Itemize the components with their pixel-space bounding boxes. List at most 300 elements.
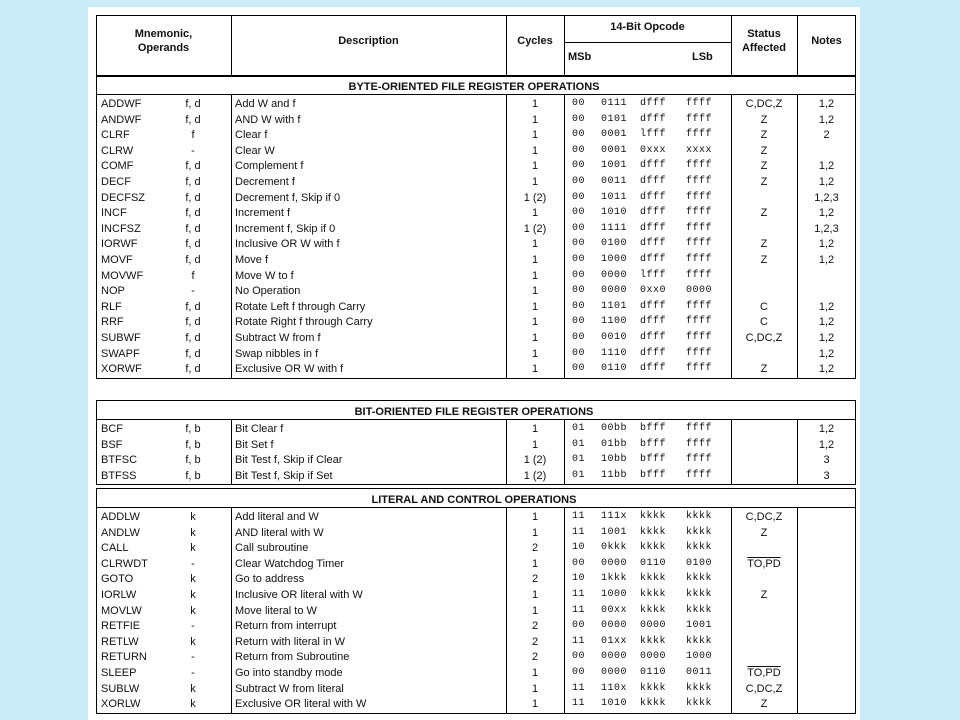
cell-mnemonic: BTFSS [101, 469, 137, 482]
cell-op3: dfff [640, 316, 667, 328]
cell-op1: 11 [572, 526, 586, 538]
cell-op4: ffff [686, 269, 713, 281]
table-row [88, 268, 860, 284]
status-overlined-text: TO,PD [747, 557, 781, 570]
cell-mnemonic: BSF [101, 438, 123, 451]
cell-description: Call subroutine [235, 542, 309, 555]
cell-cycles: 2 [531, 635, 539, 648]
section-title-box [96, 400, 856, 420]
header-mnemonic-operands [96, 27, 231, 55]
cell-cycles: 1 [531, 347, 539, 360]
cell-status: C,DC,Z [745, 682, 783, 695]
cell-op2: 0001 [601, 144, 628, 156]
cell-op2: 111x [601, 511, 628, 522]
header-msb: MSb [568, 51, 592, 63]
table-row [88, 127, 860, 143]
cell-notes: 1,2 [818, 347, 835, 360]
header-description: Description [338, 35, 399, 47]
table-row [88, 330, 860, 346]
cell-status: C,DC,Z [745, 332, 783, 344]
cell-op3: kkkk [640, 589, 667, 600]
cell-cycles: 1 [531, 332, 539, 344]
cell-cycles: 1 [531, 604, 539, 617]
cell-cycles: 1 [531, 363, 539, 376]
cell-op4: ffff [686, 191, 713, 203]
header-opcode: 14-Bit Opcode [610, 21, 685, 33]
cell-operands: f [191, 269, 195, 282]
cell-status: Z [760, 254, 768, 266]
table-row [88, 649, 860, 665]
table-row [88, 665, 860, 681]
cell-operands: f, d [185, 207, 201, 220]
cell-operands: k [190, 635, 196, 648]
cell-notes: 1,2 [818, 238, 835, 251]
cell-op4: ffff [686, 347, 713, 359]
cell-op3: bfff [640, 454, 667, 466]
cell-description: AND literal with W [235, 526, 324, 539]
table-row [88, 299, 860, 315]
cell-mnemonic: SUBWF [101, 332, 141, 344]
cell-cycles: 1 [531, 316, 539, 329]
header-affected: Affected [741, 42, 786, 54]
cell-op3: 0000 [640, 620, 667, 632]
cell-op1: 01 [572, 423, 586, 434]
cell-op1: 00 [572, 113, 586, 125]
cell-op4: 0100 [686, 557, 713, 569]
cell-operands: f, d [185, 176, 201, 188]
cell-op1: 00 [572, 238, 586, 250]
cell-op4: kkkk [686, 511, 713, 522]
cell-op4: kkkk [686, 604, 713, 616]
cell-mnemonic: MOVWF [101, 269, 144, 282]
cell-op4: ffff [686, 98, 713, 109]
cell-operands: - [191, 667, 195, 679]
cell-cycles: 1 [531, 176, 539, 188]
section-title-box [96, 75, 856, 95]
table-row [88, 509, 860, 525]
cell-op2: 0101 [601, 113, 628, 125]
cell-op4: kkkk [686, 542, 713, 554]
table-row [88, 96, 860, 112]
cell-op1: 00 [572, 98, 586, 109]
cell-op1: 00 [572, 144, 586, 156]
cell-description: Exclusive OR literal with W [235, 698, 367, 711]
cell-notes: 3 [823, 469, 830, 482]
header-notes: Notes [811, 35, 842, 47]
cell-op2: 0000 [601, 620, 628, 632]
cell-op4: xxxx [686, 144, 713, 156]
table-row [88, 190, 860, 206]
cell-description: Clear Watchdog Timer [235, 557, 345, 570]
table-row [88, 346, 860, 362]
cell-op4: ffff [686, 207, 713, 219]
status-overlined-text: TO,PD [747, 667, 781, 679]
cell-status: Z [760, 129, 768, 142]
cell-description: Increment f [235, 207, 291, 220]
cell-op1: 00 [572, 254, 586, 265]
table-row [88, 252, 860, 268]
cell-description: Go to address [235, 573, 305, 586]
cell-cycles: 1 [531, 667, 539, 679]
cell-cycles: 1 (2) [523, 222, 547, 235]
cell-op1: 10 [572, 573, 586, 585]
cell-op2: 1001 [601, 160, 628, 172]
cell-status: Z [760, 113, 768, 126]
cell-op1: 00 [572, 363, 586, 375]
cell-mnemonic: SUBLW [101, 682, 140, 695]
cell-op4: 0011 [686, 667, 713, 678]
table-row [88, 143, 860, 159]
cell-op2: 0011 [601, 176, 628, 187]
cell-op2: 0100 [601, 238, 628, 250]
table-row [88, 421, 860, 437]
cell-operands: f, d [185, 98, 201, 110]
cell-mnemonic: CLRW [101, 144, 134, 157]
cell-op1: 11 [572, 682, 586, 694]
cell-mnemonic: RETURN [101, 651, 147, 664]
cell-op4: ffff [686, 129, 713, 141]
table-row [88, 618, 860, 634]
cell-op1: 11 [572, 511, 586, 522]
cell-description: Move literal to W [235, 604, 317, 617]
cell-operands: f, d [185, 332, 201, 344]
cell-op1: 01 [572, 469, 586, 481]
cell-description: Inclusive OR literal with W [235, 589, 363, 601]
cell-operands: f, d [185, 300, 201, 313]
cell-op1: 00 [572, 269, 586, 281]
cell-op4: ffff [686, 222, 713, 234]
instruction-set-sheet [88, 7, 860, 720]
cell-op1: 11 [572, 589, 586, 600]
cell-description: Return from Subroutine [235, 651, 350, 664]
cell-operands: k [190, 542, 196, 555]
cell-cycles: 1 (2) [523, 454, 547, 467]
cell-description: No Operation [235, 285, 301, 298]
cell-op1: 00 [572, 620, 586, 632]
cell-operands: f, d [185, 316, 201, 329]
section-title: LITERAL AND CONTROL OPERATIONS [371, 494, 577, 506]
cell-op1: 00 [572, 557, 586, 569]
cell-op2: 1101 [601, 300, 628, 312]
cell-status: Z [760, 363, 768, 376]
cell-op2: 110x [601, 682, 628, 694]
cell-op3: kkkk [640, 604, 667, 616]
cell-notes: 1,2 [818, 438, 835, 451]
cell-description: Clear f [235, 129, 268, 142]
cell-op3: dfff [640, 191, 667, 203]
cell-op3: lfff [640, 269, 667, 281]
cell-op3: dfff [640, 300, 667, 312]
cell-op1: 01 [572, 454, 586, 466]
cell-op3: kkkk [640, 542, 667, 554]
cell-mnemonic: NOP [101, 285, 125, 298]
cell-mnemonic: ADDWF [101, 98, 142, 110]
cell-notes: 1,2 [818, 254, 835, 266]
cell-op4: ffff [686, 469, 713, 481]
cell-op2: 0001 [601, 129, 628, 141]
cell-mnemonic: INCF [101, 207, 127, 220]
cell-cycles: 1 [531, 285, 539, 298]
cell-mnemonic: INCFSZ [101, 222, 141, 235]
cell-cycles: 1 [531, 438, 539, 451]
cell-op2: 1kkk [601, 573, 628, 585]
cell-cycles: 1 [531, 113, 539, 126]
cell-description: Decrement f, Skip if 0 [235, 191, 341, 204]
cell-cycles: 2 [531, 620, 539, 633]
cell-description: Exclusive OR W with f [235, 363, 344, 376]
cell-op2: 1000 [601, 589, 628, 600]
header-cycles: Cycles [517, 35, 553, 47]
cell-op1: 00 [572, 129, 586, 141]
cell-cycles: 1 [531, 300, 539, 313]
cell-op1: 00 [572, 300, 586, 312]
cell-op4: kkkk [686, 635, 713, 647]
cell-mnemonic: COMF [101, 160, 134, 173]
cell-operands: f, d [185, 254, 201, 266]
cell-op3: lfff [640, 129, 667, 141]
cell-op3: dfff [640, 238, 667, 250]
cell-description: Subtract W from literal [235, 682, 344, 695]
table-row [88, 587, 860, 603]
cell-operands: k [190, 682, 196, 695]
cell-op2: 1110 [601, 347, 628, 359]
table-row [88, 603, 860, 619]
cell-op2: 0010 [601, 332, 628, 343]
cell-description: Bit Test f, Skip if Clear [235, 454, 343, 467]
cell-op1: 00 [572, 207, 586, 219]
cell-notes: 1,2 [818, 98, 835, 110]
cell-operands: f, d [185, 363, 201, 376]
cell-operands: k [190, 589, 196, 601]
cell-op2: 1010 [601, 207, 628, 219]
cell-op2: 00bb [601, 423, 628, 434]
cell-op3: 0xx0 [640, 285, 667, 297]
section-title-box [96, 488, 856, 508]
cell-op3: bfff [640, 438, 667, 450]
cell-mnemonic: GOTO [101, 573, 134, 586]
cell-status: Z [760, 144, 768, 157]
cell-notes: 3 [823, 454, 830, 467]
cell-op2: 1000 [601, 254, 628, 265]
cell-op2: 0000 [601, 285, 628, 297]
cell-op4: ffff [686, 332, 713, 343]
cell-notes: 1,2 [818, 160, 835, 173]
cell-mnemonic: RETFIE [101, 620, 141, 633]
table-row [88, 468, 860, 484]
cell-op1: 11 [572, 635, 586, 647]
table-row [88, 283, 860, 299]
table-row [88, 556, 860, 572]
cell-operands: k [190, 526, 196, 539]
cell-notes: 1,2 [818, 332, 835, 344]
table-row [88, 174, 860, 190]
cell-status: C [760, 316, 768, 329]
table-row [88, 437, 860, 453]
cell-cycles: 1 [531, 238, 539, 251]
cell-description: Return with literal in W [235, 635, 346, 648]
cell-op2: 11bb [601, 469, 628, 481]
cell-op3: dfff [640, 222, 667, 234]
cell-operands: f, d [185, 191, 201, 204]
cell-description: Move W to f [235, 269, 294, 282]
cell-op3: dfff [640, 98, 667, 109]
cell-mnemonic: ANDWF [101, 113, 142, 126]
table-row [88, 158, 860, 174]
cell-cycles: 1 [531, 423, 539, 435]
cell-mnemonic: DECF [101, 176, 131, 188]
cell-operands: f [191, 129, 195, 142]
cell-operands: - [191, 620, 195, 633]
cell-mnemonic: MOVLW [101, 604, 142, 617]
cell-op1: 10 [572, 542, 586, 554]
cell-operands: k [190, 604, 196, 617]
cell-op4: kkkk [686, 682, 713, 694]
cell-notes: 1,2 [818, 316, 835, 329]
cell-status: Z [760, 238, 768, 251]
cell-op4: ffff [686, 454, 713, 466]
cell-op1: 01 [572, 438, 586, 450]
cell-op4: 1001 [686, 620, 713, 632]
cell-cycles: 1 [531, 269, 539, 282]
table-row [88, 696, 860, 712]
cell-op2: 00xx [601, 604, 628, 616]
cell-cycles: 1 (2) [523, 191, 547, 204]
table-row [88, 681, 860, 697]
cell-notes: 1,2 [818, 423, 835, 435]
cell-mnemonic: XORWF [101, 363, 142, 376]
cell-operands: k [190, 511, 196, 523]
cell-cycles: 1 [531, 557, 539, 570]
cell-op2: 0kkk [601, 542, 628, 554]
cell-description: Bit Set f [235, 438, 274, 451]
cell-notes: 2 [823, 129, 830, 142]
cell-description: Increment f, Skip if 0 [235, 222, 336, 235]
cell-description: Rotate Right f through Carry [235, 316, 373, 329]
cell-operands: f, b [185, 423, 201, 435]
cell-op1: 00 [572, 667, 586, 678]
cell-status: Z [760, 176, 768, 188]
cell-description: Move f [235, 254, 269, 266]
cell-op3: 0000 [640, 651, 667, 663]
cell-mnemonic: CALL [101, 542, 129, 555]
cell-description: Rotate Left f through Carry [235, 300, 366, 313]
table-row [88, 112, 860, 128]
table-row [88, 571, 860, 587]
cell-cycles: 1 [531, 511, 539, 523]
cell-mnemonic: ADDLW [101, 511, 140, 523]
cell-description: Return from interrupt [235, 620, 337, 633]
section-title: BIT-ORIENTED FILE REGISTER OPERATIONS [354, 406, 594, 418]
cell-cycles: 1 [531, 160, 539, 173]
header-status: Status [747, 28, 781, 40]
cell-op4: ffff [686, 363, 713, 375]
cell-op4: kkkk [686, 573, 713, 585]
cell-op3: 0110 [640, 557, 667, 569]
cell-cycles: 1 [531, 98, 539, 110]
cell-op1: 00 [572, 347, 586, 359]
cell-op2: 0110 [601, 363, 628, 375]
cell-op4: ffff [686, 160, 713, 172]
cell-op4: 0000 [686, 285, 713, 297]
header-operands: Operands [137, 42, 190, 54]
cell-mnemonic: BTFSC [101, 454, 138, 467]
cell-operands: - [191, 285, 195, 298]
cell-op3: kkkk [640, 698, 667, 710]
cell-notes: 1,2 [818, 363, 835, 376]
cell-op4: ffff [686, 316, 713, 328]
cell-mnemonic: RRF [101, 316, 124, 329]
cell-op3: dfff [640, 363, 667, 375]
cell-op2: 01xx [601, 635, 628, 647]
cell-cycles: 1 [531, 698, 539, 711]
cell-mnemonic: IORWF [101, 238, 138, 251]
cell-op4: ffff [686, 254, 713, 265]
cell-description: Subtract W from f [235, 332, 321, 344]
cell-description: Add literal and W [235, 511, 319, 523]
cell-status: Z [760, 207, 768, 220]
cell-op3: dfff [640, 176, 667, 187]
cell-cycles: 1 [531, 589, 539, 601]
cell-op4: ffff [686, 300, 713, 312]
cell-op2: 1111 [601, 222, 628, 234]
cell-op1: 11 [572, 698, 586, 710]
cell-description: Inclusive OR W with f [235, 238, 340, 251]
table-row [88, 314, 860, 330]
cell-op3: dfff [640, 160, 667, 172]
header-mnemonic: Mnemonic, [134, 28, 193, 40]
cell-op1: 00 [572, 316, 586, 328]
cell-description: Bit Test f, Skip if Set [235, 469, 333, 482]
cell-cycles: 1 [531, 207, 539, 220]
cell-operands: f, b [185, 454, 201, 467]
cell-mnemonic: ANDLW [101, 526, 140, 539]
cell-status [731, 556, 797, 572]
cell-operands: f, d [185, 160, 201, 173]
cell-op2: 0000 [601, 557, 628, 569]
cell-op2: 0000 [601, 269, 628, 281]
cell-op3: dfff [640, 254, 667, 265]
cell-op1: 11 [572, 604, 586, 616]
cell-status: Z [760, 698, 768, 711]
table-row [88, 540, 860, 556]
cell-op1: 00 [572, 332, 586, 343]
cell-notes: 1,2 [818, 176, 835, 188]
cell-operands: f, d [185, 222, 201, 235]
cell-op3: dfff [640, 332, 667, 343]
cell-op1: 00 [572, 176, 586, 187]
table-row [88, 361, 860, 377]
cell-cycles: 1 [531, 526, 539, 539]
cell-description: Complement f [235, 160, 304, 173]
cell-op4: kkkk [686, 526, 713, 538]
cell-status: C [760, 300, 768, 313]
cell-operands: f, d [185, 347, 201, 360]
cell-op3: bfff [640, 423, 667, 434]
cell-op3: dfff [640, 347, 667, 359]
header-lsb: LSb [692, 51, 713, 63]
cell-operands: k [190, 698, 196, 711]
cell-op1: 00 [572, 651, 586, 663]
cell-status: Z [760, 160, 768, 173]
cell-cycles: 1 [531, 682, 539, 695]
cell-op4: kkkk [686, 698, 713, 710]
cell-mnemonic: RLF [101, 300, 122, 313]
table-row [88, 221, 860, 237]
cell-op2: 1010 [601, 698, 628, 710]
cell-op3: bfff [640, 469, 667, 481]
cell-op3: dfff [640, 113, 667, 125]
cell-op4: ffff [686, 113, 713, 125]
